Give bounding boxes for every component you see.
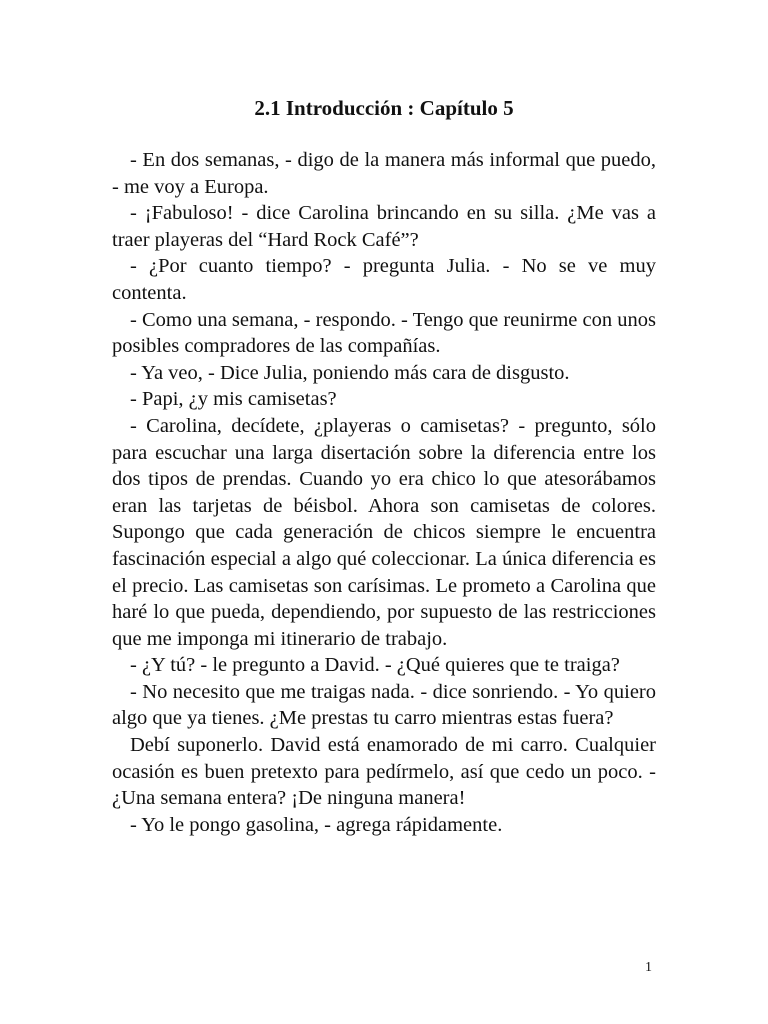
paragraph: - Yo le pongo gasolina, - agrega rápidamente. — [130, 813, 503, 836]
paragraph: - Ya veo, - Dice Julia, poniendo más cara de disgusto. — [130, 361, 570, 384]
paragraph: - En dos semanas, - digo de la manera más informal que puedo, - me voy a Europa. — [112, 149, 656, 198]
paragraph: - Carolina, decídete, ¿playeras o camisetas? - pregunto, sólo para escuchar una larga disertación sobre la diferencia entre los dos tipos de prendas. Cuando yo era chico lo que atesorábamos eran las tarjetas de béisbol. Ahora son camisetas de colores. Supongo que cada generación de chicos siempre le encuentra fascinación especial a algo qué coleccionar. La única diferencia es el precio. Las camisetas son carísimas. Le prometo a Carolina que haré lo que pueda, dependiendo, por supuesto de las restricciones que me imponga mi itinerario de trabajo. — [112, 414, 656, 650]
chapter-title: 2.1 Introducción : Capítulo 5 — [254, 96, 514, 120]
paragraph: - Papi, ¿y mis camisetas? — [130, 388, 337, 411]
page-number: 1 — [645, 960, 652, 975]
paragraph: - ¿Por cuanto tiempo? - pregunta Julia. - No se ve muy contenta. — [112, 255, 656, 304]
paragraph: - ¿Y tú? - le pregunto a David. - ¿Qué quieres que te traiga? — [130, 654, 620, 677]
paragraph: - Como una semana, - respondo. - Tengo que reunirme con unos posibles compradores de las compañías. — [112, 308, 656, 358]
paragraph: - No necesito que me traigas nada. - dice sonriendo. - Yo quiero algo que ya tienes. ¿Me prestas tu carro mientras estas fuera? — [112, 680, 656, 730]
document-body — [112, 147, 656, 838]
paragraph: Debí suponerlo. David está enamorado de mi carro. Cualquier ocasión es buen pretexto para pedírmelo, así que cedo un poco. - ¿Una semana entera? ¡De ninguna manera! — [112, 734, 656, 810]
paragraph: - ¡Fabuloso! - dice Carolina brincando en su silla. ¿Me vas a traer playeras del “Hard Rock Café”? — [112, 202, 656, 251]
